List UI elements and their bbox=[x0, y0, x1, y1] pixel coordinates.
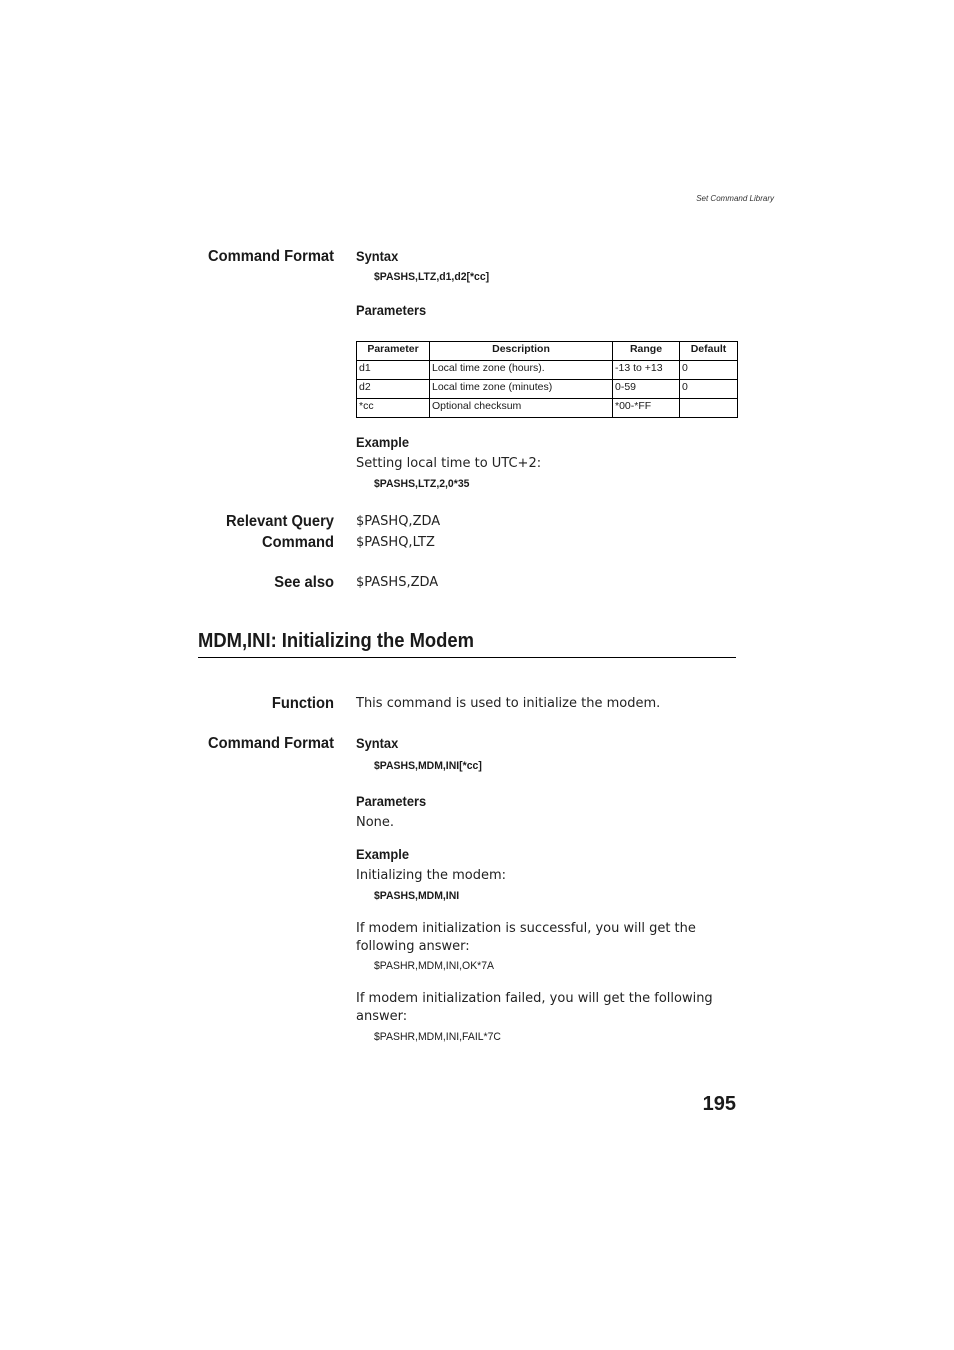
parameters-heading: Parameters bbox=[356, 302, 427, 318]
table-cell: Optional checksum bbox=[430, 399, 613, 418]
relevant-query-1: $PASHQ,ZDA bbox=[356, 514, 441, 529]
table-cell: 0 bbox=[680, 361, 738, 380]
example-heading: Example bbox=[356, 434, 409, 450]
example-text: Setting local time to UTC+2: bbox=[356, 456, 542, 471]
table-cell bbox=[680, 399, 738, 418]
table-cell: 0-59 bbox=[613, 380, 680, 399]
table-row bbox=[357, 361, 738, 380]
command-format-label: Command Format bbox=[208, 735, 334, 752]
parameters-table bbox=[356, 341, 738, 418]
table-header-cell: Parameter bbox=[357, 342, 430, 361]
syntax-code: $PASHS,MDM,INI[*cc] bbox=[374, 760, 482, 772]
function-label: Function bbox=[271, 695, 334, 712]
example-code: $PASHS,LTZ,2,0*35 bbox=[374, 478, 470, 490]
table-cell: *00-*FF bbox=[613, 399, 680, 418]
page-number: 195 bbox=[702, 1093, 736, 1115]
parameters-heading: Parameters bbox=[356, 793, 427, 809]
fail-code: $PASHR,MDM,INI,FAIL*7C bbox=[374, 1031, 501, 1043]
example-heading: Example bbox=[356, 846, 409, 862]
section-title bbox=[198, 630, 736, 658]
section-title-text: MDM,INI: Initializing the Modem bbox=[198, 630, 474, 652]
syntax-heading: Syntax bbox=[356, 735, 399, 751]
table-header-cell: Range bbox=[613, 342, 680, 361]
table-cell: d1 bbox=[357, 361, 430, 380]
relevant-query-2: $PASHQ,LTZ bbox=[356, 535, 435, 550]
table-cell: 0 bbox=[680, 380, 738, 399]
table-cell: Local time zone (hours). bbox=[430, 361, 613, 380]
parameters-text: None. bbox=[356, 815, 395, 830]
table-header-cell: Default bbox=[680, 342, 738, 361]
table-cell: -13 to +13 bbox=[613, 361, 680, 380]
syntax-heading: Syntax bbox=[356, 248, 399, 264]
table-cell: Local time zone (minutes) bbox=[430, 380, 613, 399]
function-text: This command is used to initialize the modem. bbox=[356, 696, 661, 711]
success-text: If modem initialization is successful, you will get the following answer: bbox=[356, 921, 696, 954]
table-header-cell: Description bbox=[430, 342, 613, 361]
example-code: $PASHS,MDM,INI bbox=[374, 890, 460, 902]
success-code: $PASHR,MDM,INI,OK*7A bbox=[374, 960, 495, 972]
table-cell: *cc bbox=[357, 399, 430, 418]
table-cell: d2 bbox=[357, 380, 430, 399]
table-header-row bbox=[357, 342, 738, 361]
command-format-label: Command Format bbox=[208, 248, 334, 265]
example-text: Initializing the modem: bbox=[356, 868, 507, 883]
see-also-label: See also bbox=[274, 574, 334, 591]
see-also-value: $PASHS,ZDA bbox=[356, 575, 439, 590]
relevant-query-label-line1: Relevant Query bbox=[226, 513, 334, 530]
relevant-query-label bbox=[150, 511, 334, 553]
table-row bbox=[357, 399, 738, 418]
fail-text: If modem initialization failed, you will get the following answer: bbox=[356, 991, 713, 1024]
relevant-query-label-line2: Command bbox=[262, 534, 334, 551]
running-header: Set Command Library bbox=[696, 194, 774, 203]
table-row bbox=[357, 380, 738, 399]
syntax-code: $PASHS,LTZ,d1,d2[*cc] bbox=[374, 271, 490, 283]
